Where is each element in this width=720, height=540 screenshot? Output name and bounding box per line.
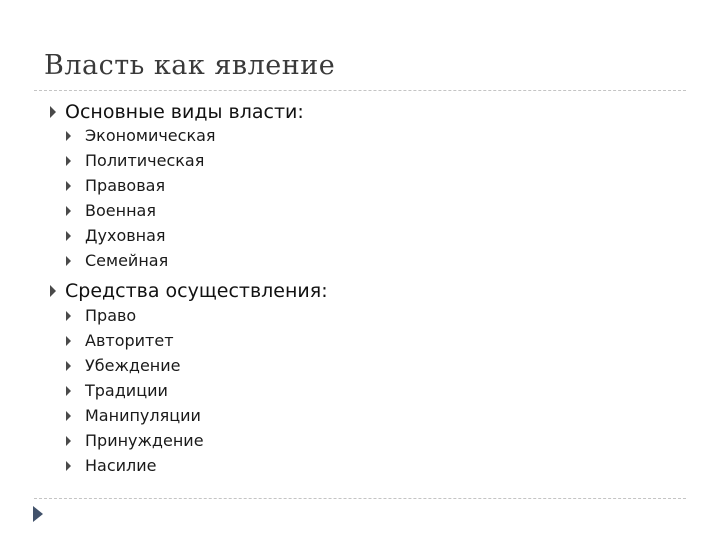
- triangle-bullet-icon: [66, 311, 71, 321]
- triangle-bullet-icon: [66, 411, 71, 421]
- triangle-bullet-icon: [66, 361, 71, 371]
- slide-title: Власть как явление: [44, 50, 336, 81]
- list-item: [66, 431, 204, 450]
- slide-corner-arrow-icon: [33, 506, 43, 522]
- list-item: [66, 331, 174, 350]
- list-item: [66, 226, 166, 245]
- list-item: [66, 381, 168, 400]
- list-item: [66, 456, 157, 475]
- list-item: [66, 126, 216, 145]
- list-item: [66, 406, 201, 425]
- list-item-label: Семейная: [85, 251, 169, 270]
- list-item-label: Манипуляции: [85, 406, 201, 425]
- section-heading-label: Основные виды власти:: [65, 101, 304, 123]
- triangle-bullet-icon: [50, 285, 56, 297]
- triangle-bullet-icon: [66, 181, 71, 191]
- list-item: [66, 356, 180, 375]
- list-item-label: Духовная: [85, 226, 166, 245]
- triangle-bullet-icon: [66, 206, 71, 216]
- list-item: [66, 251, 168, 270]
- triangle-bullet-icon: [66, 256, 71, 266]
- list-item-label: Традиции: [85, 381, 168, 400]
- triangle-bullet-icon: [66, 231, 71, 241]
- triangle-bullet-icon: [66, 156, 71, 166]
- list-item: [66, 151, 204, 170]
- list-item-label: Военная: [85, 201, 156, 220]
- list-item-label: Авторитет: [85, 331, 174, 350]
- footer-divider: [34, 498, 686, 499]
- list-item-label: Право: [85, 306, 137, 325]
- triangle-bullet-icon: [66, 461, 71, 471]
- section-heading-label: Средства осуществления:: [65, 280, 328, 302]
- triangle-bullet-icon: [66, 436, 71, 446]
- list-item: [66, 306, 136, 325]
- list-item: [66, 201, 156, 220]
- section-heading-power-types: [50, 101, 304, 123]
- list-item-label: Политическая: [85, 151, 205, 170]
- list-item-label: Принуждение: [85, 431, 204, 450]
- list-item-label: Правовая: [85, 176, 166, 195]
- triangle-bullet-icon: [66, 386, 71, 396]
- list-item-label: Насилие: [85, 456, 157, 475]
- triangle-bullet-icon: [50, 106, 56, 118]
- list-item-label: Экономическая: [85, 126, 216, 145]
- section-heading-means: [50, 280, 328, 302]
- triangle-bullet-icon: [66, 336, 71, 346]
- list-item: [66, 176, 165, 195]
- triangle-bullet-icon: [66, 131, 71, 141]
- list-item-label: Убеждение: [85, 356, 181, 375]
